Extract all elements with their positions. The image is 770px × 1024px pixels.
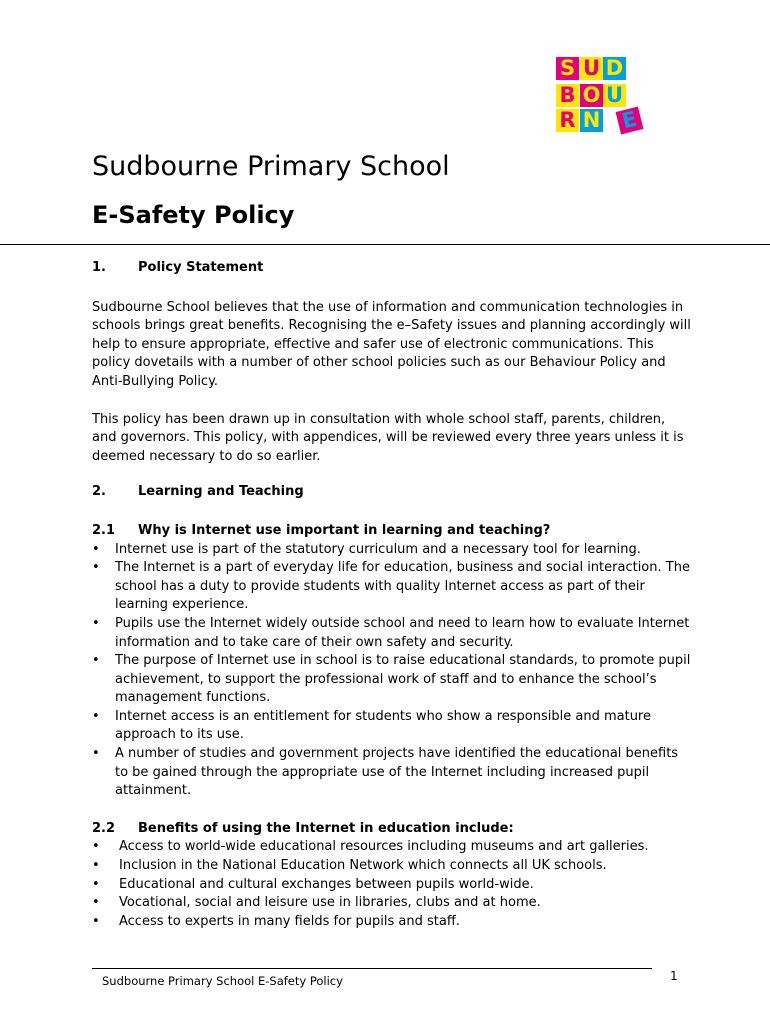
bullet-icon: • [92, 839, 100, 855]
list-item-text: The purpose of Internet use in school is to raise educational standards, to promote pupil achievement, to support the professional work of staff and to enhance the school’s management functions. [115, 653, 691, 706]
section-1-title: Policy Statement [138, 260, 264, 275]
section-1-heading [92, 259, 692, 278]
bullet-icon: • [92, 653, 100, 669]
school-logo [556, 57, 650, 137]
list-item-text: Access to experts in many fields for pupils and staff. [119, 913, 460, 929]
list-item [92, 615, 692, 652]
list-item [92, 876, 692, 895]
list-item [92, 541, 692, 560]
subsection-2-2-heading [92, 820, 692, 839]
logo-tile: S [556, 57, 579, 80]
subsection-2-2-list [92, 838, 692, 931]
subsection-2-1-list [92, 541, 692, 801]
bullet-icon: • [92, 913, 100, 929]
list-item [92, 652, 692, 708]
logo-tile: E [616, 107, 644, 135]
school-title: Sudbourne Primary School [92, 151, 450, 182]
bullet-icon: • [92, 746, 100, 762]
bullet-icon: • [92, 541, 100, 557]
subsection-2-1-number: 2.1 [92, 522, 116, 538]
section-1-number: 1. [92, 260, 106, 275]
title-divider [0, 244, 770, 245]
logo-tile: D [603, 57, 626, 80]
bullet-icon: • [92, 876, 100, 892]
list-item-text: Internet use is part of the statutory curriculum and a necessary tool for learning. [115, 541, 641, 557]
section-1-paragraph-2: This policy has been drawn up in consultation with whole school staff, parents, children, and governors. This policy, with appendices, will be reviewed every three years unless it is deemed necessary to do so earlier. [92, 411, 684, 464]
section-2-number: 2. [92, 484, 106, 500]
logo-tile: B [556, 84, 579, 107]
section-1-paragraph-1: Sudbourne School believes that the use of information and communication technologies in schools brings great benefits. Recognising the e–Safety issues and planning accordingly will help to ensure appropriate, effective and safer use of electronic communications. This policy dovetails with a number of other school policies such as our Behaviour Policy and Anti-Bullying Policy. [92, 299, 691, 389]
logo-tile: N [580, 109, 603, 132]
subsection-2-1-heading [92, 522, 692, 541]
bullet-icon: • [92, 858, 100, 874]
list-item-text: Educational and cultural exchanges between pupils world-wide. [119, 876, 534, 892]
list-item-text: Access to world-wide educational resources including museums and art galleries. [119, 839, 649, 855]
list-item-text: Inclusion in the National Education Network which connects all UK schools. [119, 858, 607, 874]
bullet-icon: • [92, 560, 100, 576]
footer-text: Sudbourne Primary School E-Safety Policy [102, 974, 343, 988]
section-2-title: Learning and Teaching [138, 484, 304, 500]
bullet-icon: • [92, 615, 100, 631]
list-item-text: The Internet is a part of everyday life for education, business and social interaction. The school has a duty to provide students with quality Internet access as part of their learning experience. [115, 560, 690, 613]
logo-tile: U [603, 84, 626, 107]
bullet-icon: • [92, 708, 100, 724]
list-item-text: A number of studies and government projects have identified the educational benefits to be gained through the appropriate use of the Internet including increased pupil attainment. [115, 746, 679, 799]
list-item [92, 913, 692, 932]
logo-tile: O [580, 84, 603, 107]
logo-tile: R [556, 109, 579, 132]
subsection-2-2-title: Benefits of using the Internet in education include: [138, 820, 514, 836]
footer-divider [92, 968, 652, 969]
policy-title: E-Safety Policy [92, 201, 295, 229]
policy-content [92, 259, 692, 931]
list-item [92, 894, 692, 913]
logo-tile: U [580, 57, 603, 80]
page-number: 1 [670, 969, 678, 983]
subsection-2-2-number: 2.2 [92, 820, 116, 836]
section-2-heading [92, 483, 692, 502]
list-item [92, 838, 692, 857]
list-item [92, 559, 692, 615]
list-item [92, 857, 692, 876]
list-item [92, 745, 692, 801]
bullet-icon: • [92, 895, 100, 911]
list-item-text: Pupils use the Internet widely outside school and need to learn how to evaluate Internet information and to take care of their own safety and security. [115, 615, 690, 650]
list-item-text: Vocational, social and leisure use in libraries, clubs and at home. [119, 895, 541, 911]
list-item [92, 708, 692, 745]
list-item-text: Internet access is an entitlement for students who show a responsible and mature approach to its use. [115, 708, 651, 743]
subsection-2-1-title: Why is Internet use important in learning and teaching? [138, 522, 551, 538]
